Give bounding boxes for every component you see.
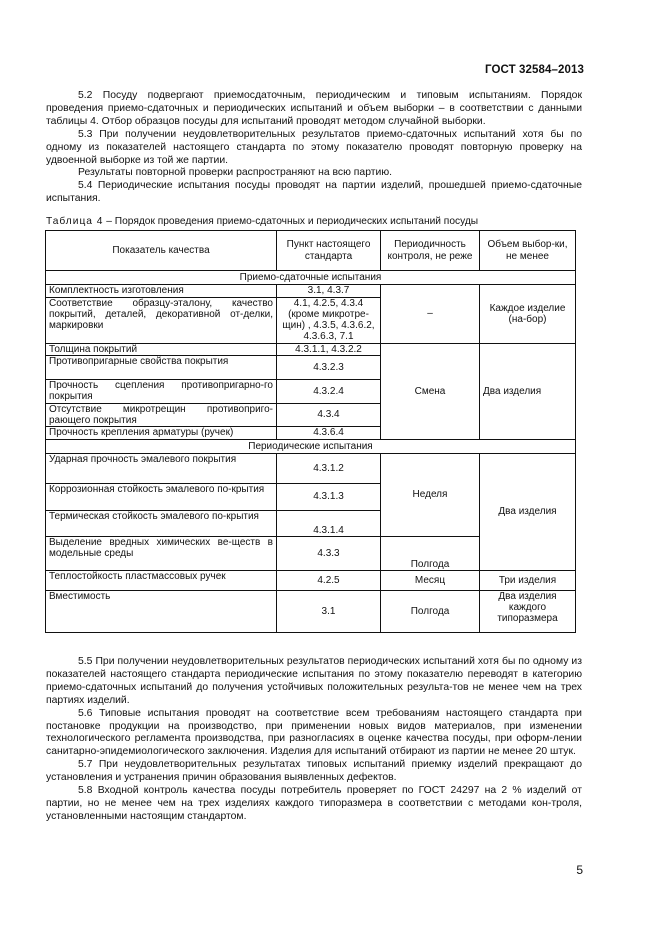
paragraph-5-2: 5.2 Посуду подвергают приемосдаточным, периодическим и типовым испытаниям. Порядок проведения приемо-сдаточных и периодических испытаний и объем выборки – в соответствии с данными таблицы 4. Отбор образцов посуды для испытаний проводят методом случайной выборки. [46,90,582,127]
sample-volume-cell: Два изделия [480,343,576,439]
testing-procedure-table [45,230,576,633]
indicator-cell: Соответствие образцу-эталону, качество покрытий, деталей, декоративной от-делки, маркировки [46,297,277,343]
table-header-row [46,231,576,271]
periodicity-cell: – [381,285,480,343]
clause-cell: 4.3.1.4 [277,510,381,536]
table-row [46,285,576,297]
clause-cell: 4.2.5 [277,570,381,590]
section-label-periodic: Периодические испытания [46,439,576,453]
clause-cell: 4.3.1.1, 4.3.2.2 [277,343,381,355]
paragraph-5-5: 5.5 При получении неудовлетворительных результатов периодических испытаний хотя бы по одному из показателей настоящего стандарта периодические испытания по этому показателю переводят в категорию приемо-сдаточных испытаний до получения устойчивых положительных результа-тов не менее чем на трех партиях изделий. [46,656,582,706]
indicator-cell: Прочность крепления арматуры (ручек) [46,427,277,439]
clause-cell: 4.3.1.2 [277,453,381,483]
indicator-cell: Теплостойкость пластмассовых ручек [46,570,277,590]
paragraph-5-6: 5.6 Типовые испытания проводят на соответствие всем требованиям настоящего стандарта при постановке продукции на производство, при применении новых видов материалов, при изменении технологического регламента производства, при разногласиях в оценке качества посуды, при оформ-лении санитарно-эпидемиологического заключения. Изделия для испытаний отбирают из партии не менее 20 штук. [46,707,582,758]
clause-cell: 4.3.2.4 [277,380,381,404]
sample-volume-cell: Два изделия [480,453,576,570]
section-row-acceptance [46,271,576,285]
header-sample-volume: Объем выбор-ки, не менее [480,231,576,271]
paragraph-retest-scope: Результаты повторной проверки распространяют на всю партию. [78,167,392,179]
section-label-acceptance: Приемо-сдаточные испытания [46,271,576,285]
table-caption-text: – Порядок проведения приемо-сдаточных и периодических испытаний посуды [103,216,479,227]
indicator-cell: Ударная прочность эмалевого покрытия [46,453,277,483]
table-caption [46,216,478,227]
indicator-cell: Толщина покрытий [46,343,277,355]
header-clause: Пункт настоящего стандарта [277,231,381,271]
clause-cell: 4.3.4 [277,403,381,427]
page-number: 5 [576,863,583,877]
table-row [46,453,576,483]
clause-cell: 3.1, 4.3.7 [277,285,381,297]
paragraph-5-7: 5.7 При неудовлетворительных результатах типовых испытаний приемку изделий прекращают до установления и устранения причин образования выявленных дефектов. [46,759,582,784]
sample-volume-cell: Два изделия каждого типоразмера [480,590,576,632]
prose-section-bottom [46,656,582,824]
section-row-periodic [46,439,576,453]
clause-cell: 4.3.6.4 [277,427,381,439]
table-caption-label: Таблица 4 [46,216,104,227]
clause-cell: 4.1, 4.2.5, 4.3.4 (кроме микротре-щин) , 4.3.5, 4.3.6.2, 4.3.6.3, 7.1 [277,297,381,343]
indicator-cell: Комплектность изготовления [46,285,277,297]
indicator-cell: Выделение вредных химических ве-ществ в модельные среды [46,536,277,570]
table-row [46,343,576,355]
indicator-cell: Отсутствие микротрещин противоприго-рающего покрытия [46,403,277,427]
paragraph-5-4: 5.4 Периодические испытания посуды проводят на партии изделий, прошедшей приемо-сдаточные испытания. [46,180,582,205]
prose-section-top [46,90,582,206]
sample-volume-cell: Каждое изделие (на-бор) [480,285,576,343]
periodicity-cell: Полгода [381,590,480,632]
document-code: ГОСТ 32584–2013 [484,64,584,76]
sample-volume-cell: Три изделия [480,570,576,590]
indicator-cell: Термическая стойкость эмалевого по-крытия [46,510,277,536]
header-periodicity: Периодичность контроля, не реже [381,231,480,271]
table-row [46,590,576,632]
periodicity-cell: Неделя [381,453,480,536]
indicator-cell: Вместимость [46,590,277,632]
clause-cell: 4.3.3 [277,536,381,570]
clause-cell: 4.3.2.3 [277,356,381,380]
periodicity-cell: Месяц [381,570,480,590]
clause-cell: 4.3.1.3 [277,483,381,510]
periodicity-cell: Смена [381,343,480,439]
paragraph-5-8: 5.8 Входной контроль качества посуды потребитель проверяет по ГОСТ 24297 на 2 % изделий от партии, но не менее чем на трех изделиях каждого типоразмера в соответствии с методами кон-троля, установленными настоящим стандартом. [46,785,582,822]
periodicity-cell: Полгода [381,536,480,570]
clause-cell: 3.1 [277,590,381,632]
indicator-cell: Противопригарные свойства покрытия [46,356,277,380]
table-row [46,570,576,590]
indicator-cell: Прочность сцепления противопригарно-го покрытия [46,380,277,404]
header-indicator: Показатель качества [46,231,277,271]
indicator-cell: Коррозионная стойкость эмалевого по-крытия [46,483,277,510]
paragraph-5-3: 5.3 При получении неудовлетворительных результатов приемо-сдаточных испытаний хотя бы по одному из показателей настоящего стандарта по этому показателю проводят повторную проверку на удвоенной выборке из той же партии. [46,128,582,166]
